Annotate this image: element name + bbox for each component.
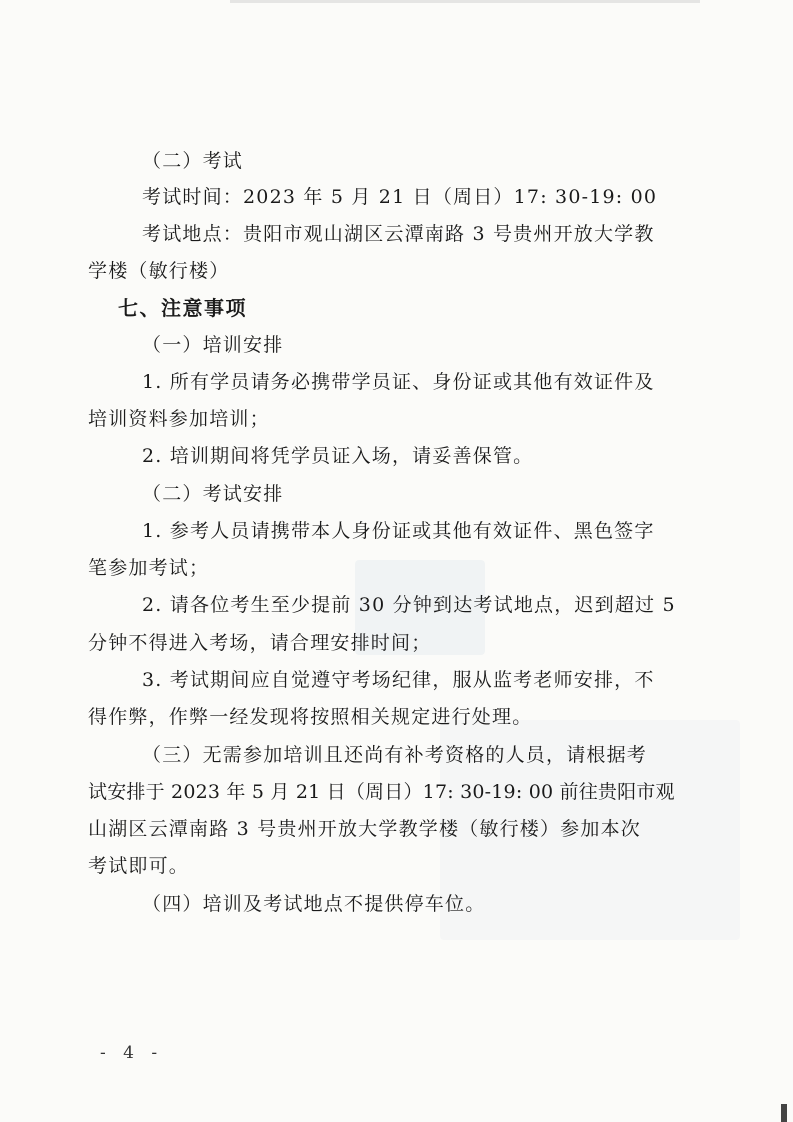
training-item-1-line-1: 1. 所有学员请务必携带学员证、身份证或其他有效证件及: [142, 371, 655, 393]
exam-location-line-2: 学楼（敏行楼）: [88, 260, 230, 282]
training-arrangement-heading: （一）培训安排: [142, 334, 284, 356]
exam-item-2-line-2: 分钟不得进入考场，请合理安排时间；: [88, 632, 432, 654]
exam-item-2-line-1: 2. 请各位考生至少提前 30 分钟到达考试地点，迟到超过 5: [142, 594, 676, 616]
scan-corner-mark: [781, 1104, 787, 1122]
item-three-line-2: 试安排于 2023 年 5 月 21 日（周日）17: 30-19: 00 前往贵阳市观: [88, 781, 675, 803]
exam-item-3-line-2: 得作弊，作弊一经发现将按照相关规定进行处理。: [88, 706, 533, 728]
item-four: （四）培训及考试地点不提供停车位。: [142, 893, 486, 915]
item-three-line-4: 考试即可。: [88, 855, 190, 877]
training-item-1-line-2: 培训资料参加培训；: [88, 408, 270, 430]
exam-time: 考试时间：2023 年 5 月 21 日（周日）17: 30-19: 00: [142, 186, 658, 208]
exam-location-line-1: 考试地点：贵阳市观山湖区云潭南路 3 号贵州开放大学教: [142, 223, 655, 245]
item-three-line-3: 山湖区云潭南路 3 号贵州开放大学教学楼（敏行楼）参加本次: [88, 818, 641, 840]
exam-arrangement-heading: （二）考试安排: [142, 483, 284, 505]
exam-subheading: （二）考试: [142, 150, 244, 172]
exam-item-1-line-2: 笔参加考试；: [88, 557, 210, 579]
exam-item-3-line-1: 3. 考试期间应自觉遵守考场纪律，服从监考老师安排，不: [142, 669, 655, 691]
scan-edge-mark: [230, 0, 700, 3]
item-three-line-1: （三）无需参加培训且还尚有补考资格的人员，请根据考: [142, 744, 648, 766]
section-heading-notes: 七、注意事项: [118, 296, 247, 320]
exam-item-1-line-1: 1. 参考人员请携带本人身份证或其他有效证件、黑色签字: [142, 520, 655, 542]
page-number: - 4 -: [100, 1043, 164, 1063]
training-item-2: 2. 培训期间将凭学员证入场，请妥善保管。: [142, 445, 534, 467]
